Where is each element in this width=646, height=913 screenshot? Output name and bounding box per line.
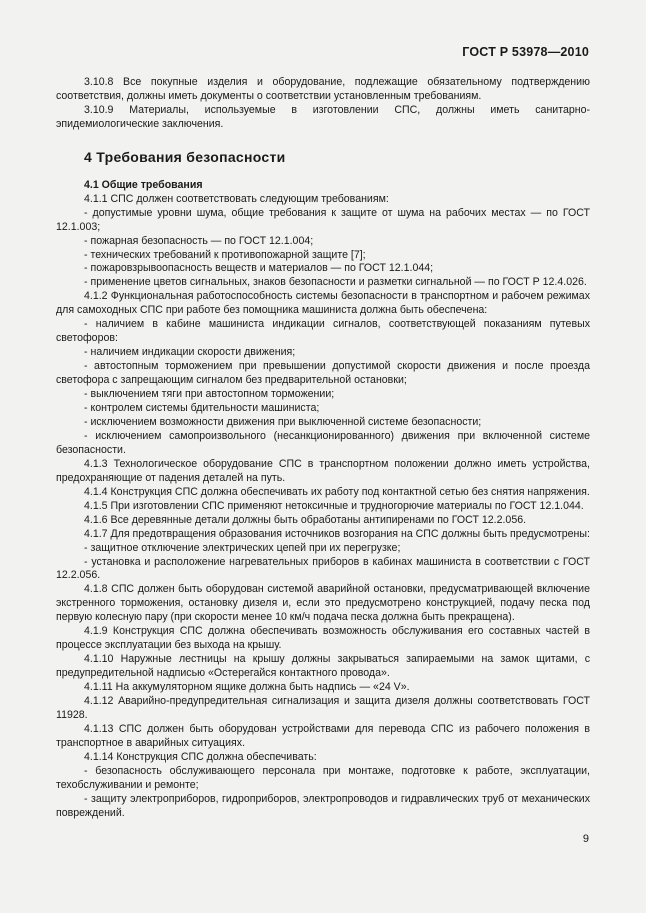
list-item: - безопасность обслуживающего персонала при монтаже, подготовке к работе, эксплуатации, техобслуживании и ремонте; bbox=[56, 764, 590, 791]
section-title: 4 Требования безопасности bbox=[84, 148, 286, 165]
paragraph-3-10-8: 3.10.8 Все покупные изделия и оборудование, подлежащие обязательному подтверждению соответствия, должны иметь документы о соответствии установленным требованиям. bbox=[56, 76, 590, 102]
list-item: - исключением возможности движения при выключенной системе безопасности; bbox=[84, 415, 482, 428]
list-item: - выключением тяги при автостопном торможении; bbox=[84, 388, 335, 401]
paragraph: 4.1.6 Все деревянные детали должны быть обработаны антипиренами по ГОСТ 12.2.056. bbox=[84, 513, 527, 526]
paragraph-3-10-9: 3.10.9 Материалы, используемые в изготовлении СПС, должны иметь санитарно-эпидемиологические заключения. bbox=[56, 103, 590, 130]
paragraph: 4.1.14 Конструкция СПС должна обеспечивать: bbox=[84, 750, 317, 763]
paragraph: 4.1.8 СПС должен быть оборудован системой аварийной остановки, предусматривающей включение экстренного торможения, остановку дизеля и, если это предусмотрено конструкцией, подачу песка под первую колесную пару (при скорости менее 10 км/ч подача песка должна быть прекращена). bbox=[56, 583, 590, 624]
paragraph: 4.1.5 При изготовлении СПС применяют нетоксичные и трудногорючие материалы по ГОСТ 12.1.044. bbox=[84, 499, 584, 512]
list-item: - применение цветов сигнальных, знаков безопасности и разметки сигнальной — по ГОСТ Р 12.4.026. bbox=[84, 276, 587, 289]
paragraph: 4.1.10 Наружные лестницы на крышу должны закрываться запираемыми на замок щитами, с предупредительной надписью «Остерегайся контактного провода». bbox=[56, 653, 590, 680]
paragraph: 4.1.11 На аккумуляторном ящике должна быть надпись — «24 V». bbox=[84, 681, 410, 694]
list-item: - наличием в кабине машиниста индикации сигналов, соответствующей показаниям путевых светофоров: bbox=[56, 318, 590, 345]
list-item: - пожаровзрывоопасность веществ и материалов — по ГОСТ 12.1.044; bbox=[84, 262, 434, 275]
list-item: - технических требований к противопожарной защите [7]; bbox=[84, 248, 366, 261]
paragraph: 4.1.3 Технологическое оборудование СПС в транспортном положении должно иметь устройства, предохраняющие от падения деталей на путь. bbox=[56, 457, 590, 484]
paragraph: 4.1.1 СПС должен соответствовать следующим требованиям: bbox=[84, 192, 389, 205]
list-item: - защитное отключение электрических цепей при их перегрузке; bbox=[84, 541, 401, 554]
paragraph: 4.1.4 Конструкция СПС должна обеспечивать их работу под контактной сетью без снятия напряжения. bbox=[84, 485, 590, 498]
paragraph: 4.1.13 СПС должен быть оборудован устройствами для перевода СПС из рабочего положения в транспортное в аварийных ситуациях. bbox=[56, 722, 590, 749]
list-item: - допустимые уровни шума, общие требования к защите от шума на рабочих местах — по ГОСТ 12.1.003; bbox=[56, 206, 590, 233]
list-item: - наличием индикации скорости движения; bbox=[84, 346, 296, 359]
subsection-title: 4.1 Общие требования bbox=[84, 178, 203, 191]
page-header: ГОСТ Р 53978—2010 bbox=[462, 45, 589, 59]
paragraph: 4.1.12 Аварийно-предупредительная сигнализация и защита дизеля должны соответствовать ГОСТ 11928. bbox=[56, 695, 590, 721]
list-item: - установка и расположение нагревательных приборов в кабинах машиниста в соответствии с ГОСТ 12.2.056. bbox=[56, 555, 590, 582]
list-item: - защиту электроприборов, гидроприборов, электропроводов и гидравлических труб от механических повреждений. bbox=[56, 792, 590, 819]
list-item: - контролем системы бдительности машиниста; bbox=[84, 402, 320, 415]
paragraph: 4.1.2 Функциональная работоспособность системы безопасности в транспортном и рабочем режимах для самоходных СПС при работе без помощника машиниста должна быть обеспечена: bbox=[56, 290, 590, 317]
paragraph: 4.1.9 Конструкция СПС должна обеспечивать возможность обслуживания его составных частей в процессе эксплуатации без выхода на крышу. bbox=[56, 625, 590, 652]
paragraph: 4.1.7 Для предотвращения образования источников возгорания на СПС должны быть предусмотрены: bbox=[84, 527, 590, 540]
list-item: - пожарная безопасность — по ГОСТ 12.1.004; bbox=[84, 234, 314, 247]
list-item: - исключением самопроизвольного (несанкционированного) движения при включенной системе безопасности. bbox=[56, 429, 590, 456]
list-item: - автостопным торможением при превышении допустимой скорости движения и после проезда светофора с запрещающим сигналом без предварительной остановки; bbox=[56, 360, 590, 387]
document-body bbox=[56, 76, 590, 821]
page-number: 9 bbox=[582, 833, 589, 845]
